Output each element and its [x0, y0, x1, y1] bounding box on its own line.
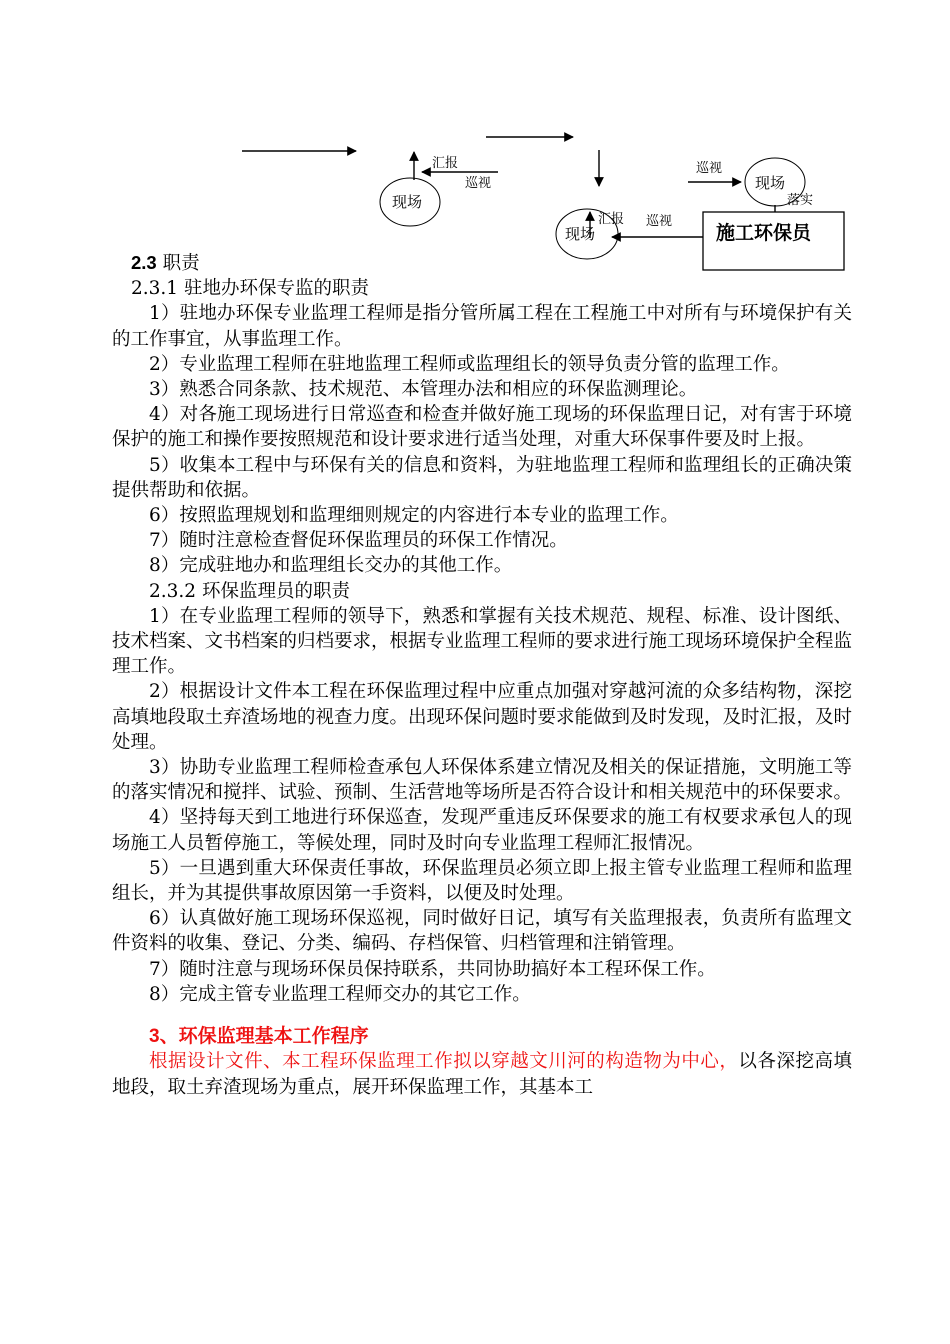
document-body — [112, 250, 852, 1100]
site-label-3: 现场 — [755, 174, 786, 192]
subsection-2-3-1-title: 2.3.1 驻地办环保专监的职责 — [131, 278, 369, 300]
list-item: 3）熟悉合同条款、技术规范、本管理办法和相应的环保监测理论。 — [149, 379, 698, 401]
list-item: 6）认真做好施工现场环保巡视，同时做好日记，填写有关监理报表，负责所有监理文件资料的收集、登记、分类、编码、存档保管、归档管理和注销管理。 — [112, 908, 852, 955]
list-item: 7）随时注意与现场环保员保持联系，共同协助搞好本工程环保工作。 — [149, 958, 716, 980]
patrol-label-3: 巡视 — [696, 161, 723, 176]
list-item: 5）一旦遇到重大环保责任事故，环保监理员必须立即上报主管专业监理工程师和监理组长，并为其提供事故原因第一手资料，以便及时处理。 — [112, 857, 852, 905]
subsection-2-3-2-title: 2.3.2 环保监理员的职责 — [149, 580, 350, 602]
section-gap — [112, 1007, 852, 1024]
list-item: 8）完成主管专业监理工程师交办的其它工作。 — [149, 983, 531, 1005]
report-label-2: 汇报 — [598, 212, 625, 227]
section-2-3-title: 职责 — [162, 253, 200, 274]
patrol-label-1: 巡视 — [465, 176, 492, 191]
site-label-1: 现场 — [392, 193, 423, 211]
section-2-3-number: 2.3 — [131, 252, 157, 273]
section-2-3-heading — [112, 250, 852, 276]
list-item: 2）专业监理工程师在驻地监理工程师或监理组长的领导负责分管的监理工作。 — [149, 353, 790, 375]
list-item: 2）根据设计文件本工程在环保监理过程中应重点加强对穿越河流的众多结构物，深挖高填地段取土弃渣场地的视查力度。出现环保问题时要求能做到及时发现，及时汇报，及时处理。 — [112, 681, 853, 753]
list-item: 5）收集本工程中与环保有关的信息和资料，为驻地监理工程师和监理组长的正确决策提供帮助和依据。 — [112, 454, 852, 501]
list-item: 6）按照监理规划和监理细则规定的内容进行本专业的监理工作。 — [149, 505, 679, 527]
list-item: 8）完成驻地办和监理组长交办的其他工作。 — [149, 555, 513, 577]
list-item: 3）协助专业监理工程师检查承包人环保体系建立情况及相关的保证措施，文明施工等的落实情况和搅拌、试验、预制、生活营地等场所是否符合设计和相关规范中的环保要求。 — [112, 757, 853, 804]
env-officer-label: 施工环保员 — [716, 222, 812, 244]
patrol-label-2: 巡视 — [646, 214, 673, 229]
section-3-paragraph — [112, 1049, 852, 1099]
list-item: 4）对各施工现场进行日常巡查和检查并做好施工现场的环保监理日记，对有害于环境保护的施工和操作要按照规范和设计要求进行适当处理，对重大环保事件要及时上报。 — [112, 404, 852, 451]
site-label-2: 现场 — [565, 225, 596, 243]
workflow-diagram — [0, 0, 950, 280]
section-3-paragraph-black: 以各深挖高填地段，取土弃渣现场为重点，展开环保监理工作，其基本工 — [112, 1051, 852, 1098]
section-3-heading: 3、环保监理基本工作程序 — [149, 1026, 369, 1048]
list-item: 7）随时注意检查督促环保监理员的环保工作情况。 — [149, 530, 568, 552]
report-label-1: 汇报 — [432, 156, 459, 171]
list-item: 4）坚持每天到工地进行环保巡查，发现严重违反环保要求的施工有权要求承包人的现场施工人员暂停施工，等候处理，同时及时向专业监理工程师汇报情况。 — [112, 807, 852, 854]
section-3-paragraph-red: 根据设计文件、本工程环保监理工作拟以穿越文川河的构造物为中心， — [149, 1051, 739, 1073]
implement-label: 落实 — [787, 193, 814, 208]
list-item: 1）驻地办环保专业监理工程师是指分管所属工程在工程施工中对所有与环境保护有关的工作事宜，从事监理工作。 — [112, 303, 852, 350]
list-item: 1）在专业监理工程师的领导下，熟悉和掌握有关技术规范、规程、标准、设计图纸、技术档案、文书档案的归档要求，根据专业监理工程师的要求进行施工现场环境保护全程监理工作。 — [112, 605, 853, 678]
